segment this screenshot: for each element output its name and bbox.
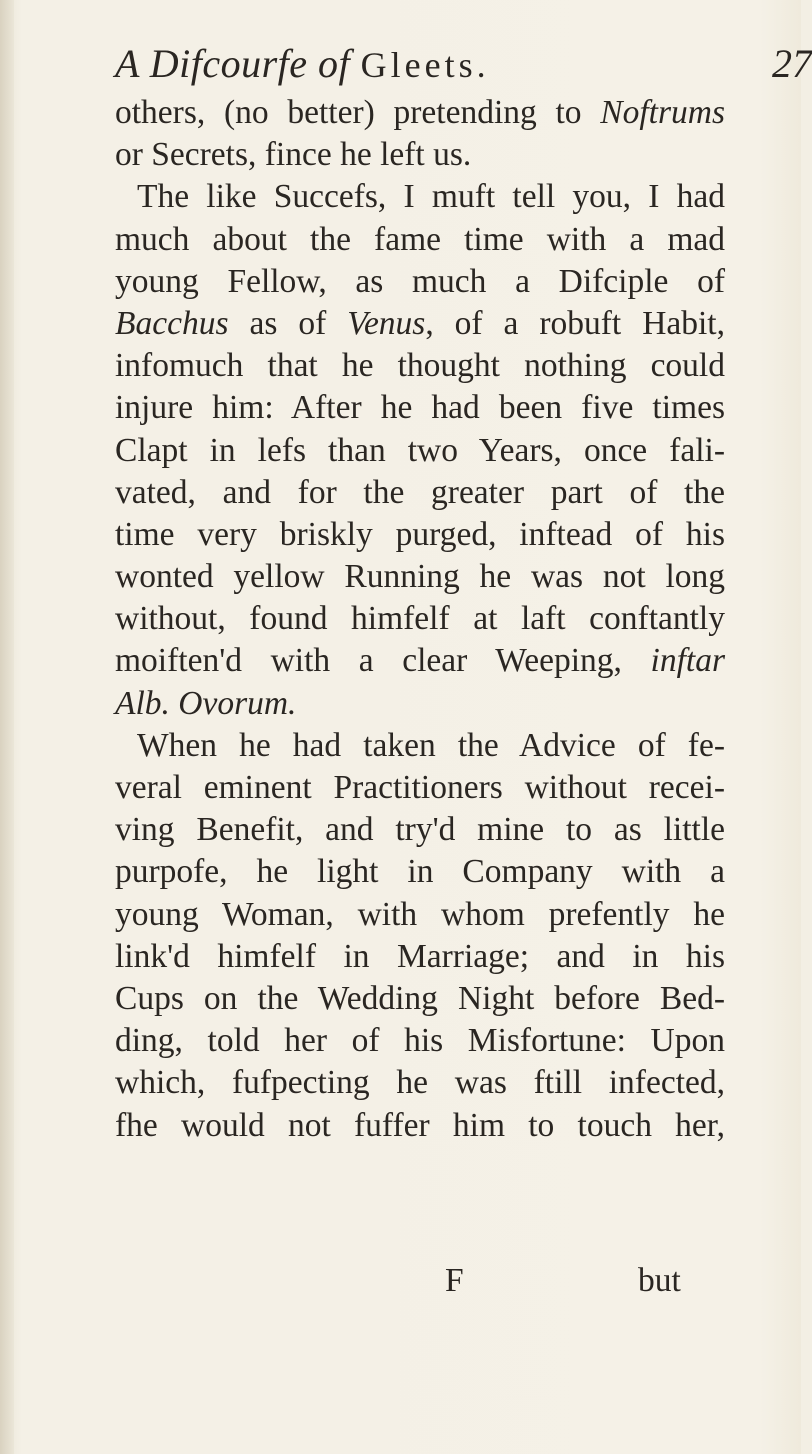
- page-footer: [115, 1262, 725, 1304]
- text-line: link'd himfelf in Marriage; and in his: [115, 937, 725, 975]
- text-line: without, found himfelf at laft conftantly: [115, 600, 725, 638]
- running-header: [115, 38, 812, 98]
- text-line: others, (no better) pretending to Noftrums: [115, 94, 725, 131]
- text-line: which, fufpecting he was ftill infected,: [115, 1064, 725, 1102]
- text-line: ding, told her of his Misfortune: Upon: [115, 1022, 725, 1060]
- text-line: injure him: After he had been five times: [115, 389, 725, 427]
- body-text: [115, 92, 725, 1147]
- text-line: young Fellow, as much a Difciple of: [115, 262, 725, 300]
- text-line: wonted yellow Running he was not long: [115, 558, 725, 596]
- text-line: time very briskly purged, inftead of his: [115, 515, 725, 553]
- running-title-of: of: [318, 41, 351, 86]
- text-line: Alb. Ovorum.: [115, 684, 297, 722]
- catchword: but: [638, 1262, 681, 1299]
- text-line: veral eminent Practitioners without recei-: [115, 769, 725, 806]
- page-gutter: [0, 0, 14, 1454]
- running-title-italic: A Difcourfe: [115, 41, 308, 86]
- text-line: or Secrets, fince he left us.: [115, 136, 472, 174]
- text-line: Bacchus as of Venus, of a robuft Habit,: [115, 304, 725, 342]
- text-line: Cups on the Wedding Night before Bed-: [115, 979, 725, 1017]
- text-line: much about the fame time with a mad: [115, 220, 725, 258]
- page-number: 27: [772, 41, 812, 86]
- text-line: fhe would not fuffer him to touch her,: [115, 1106, 725, 1144]
- text-line: vated, and for the greater part of the: [115, 473, 725, 511]
- text-line: ving Benefit, and try'd mine to as little: [115, 811, 725, 849]
- text-line: When he had taken the Advice of fe-: [137, 726, 725, 764]
- text-line: The like Succefs, I muft tell you, I had: [137, 178, 725, 216]
- text-line: infomuch that he thought nothing could: [115, 347, 725, 385]
- text-line: purpofe, he light in Company with a: [115, 853, 725, 891]
- text-line: Clapt in lefs than two Years, once fali-: [115, 431, 725, 469]
- text-line: moiften'd with a clear Weeping, inftar: [115, 642, 725, 680]
- text-line: young Woman, with whom prefently he: [115, 895, 725, 933]
- running-title: [115, 40, 490, 87]
- signature-mark: F: [445, 1262, 464, 1299]
- running-title-smallcaps: Gleets.: [360, 45, 490, 85]
